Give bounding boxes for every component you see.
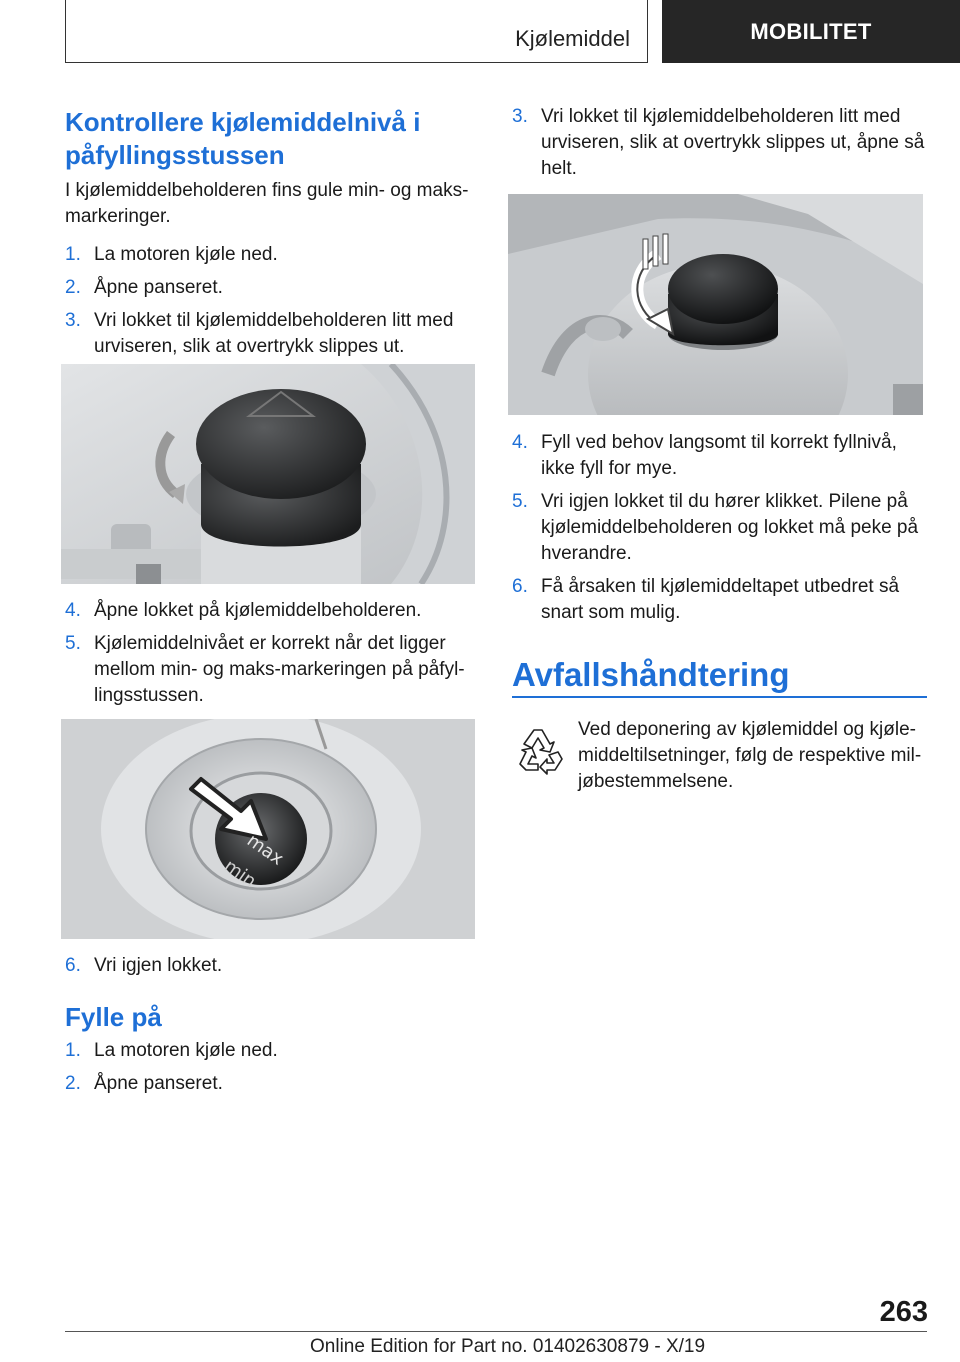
disposal-text: Ved deponering av kjølemiddel og kjøle-middeltilsetninger, følg de respektive mil-jøbestemmelsene. <box>578 719 922 792</box>
list-item <box>65 598 475 624</box>
step-list-d <box>65 1038 475 1097</box>
list-item <box>512 104 927 182</box>
max-marking: max <box>243 829 288 870</box>
step-text: Vri lokket til kjølemiddelbeholderen litt med urviseren, slik at overtrykk slippes ut, åpne så helt. <box>541 106 925 179</box>
step-number: 1. <box>65 244 81 265</box>
heading-rule <box>512 696 927 698</box>
step-text: Åpne panseret. <box>94 277 223 298</box>
left-column-steps-c <box>65 953 475 1104</box>
step-text: La motoren kjøle ned. <box>94 1040 278 1061</box>
step-text: Vri lokket til kjølemiddelbeholderen litt med urviseren, slik at overtrykk slippes ut. <box>94 310 454 357</box>
photo-open-cap-graphic <box>508 194 923 415</box>
step-text: Åpne lokket på kjølemiddelbeholderen. <box>94 600 422 621</box>
photo-coolant-cap-graphic <box>61 364 475 584</box>
intro-text: I kjølemiddelbeholderen fins gule min- og maks-markeringer. <box>65 180 469 227</box>
list-item <box>65 1071 475 1097</box>
step-text: Vri igjen lokket. <box>94 955 223 976</box>
step-list-right-b <box>512 430 927 626</box>
chapter-tab: MOBILITET <box>662 0 960 63</box>
left-column <box>65 106 475 367</box>
step-number: 6. <box>512 576 528 597</box>
step-text: Kjølemiddelnivået er korrekt når det ligger mellom min- og maks-markeringen på påfyl-lingsstussen. <box>94 633 465 706</box>
step-list-right-a <box>512 104 927 182</box>
photo-min-max-filler <box>61 719 475 939</box>
step-number: 3. <box>65 310 81 331</box>
step-list-a <box>65 242 475 360</box>
step-number: 4. <box>65 600 81 621</box>
section-title: Kjølemiddel <box>515 26 630 51</box>
right-column <box>512 104 927 189</box>
list-item <box>65 631 475 709</box>
step-text: Fyll ved behov langsomt til korrekt fyllnivå, ikke fyll for mye. <box>541 432 897 479</box>
recycle-icon <box>514 722 568 776</box>
step-text: Åpne panseret. <box>94 1073 223 1094</box>
section-heading-refill: Fylle på <box>65 1002 162 1032</box>
list-item <box>512 574 927 626</box>
list-item <box>65 308 475 360</box>
photo-min-max-graphic <box>61 719 475 939</box>
list-item <box>65 275 475 301</box>
section-heading-disposal: Avfallshåndtering <box>512 656 790 693</box>
section-heading-check-level: Kontrollere kjølemiddelnivå i påfyllingsstussen <box>65 107 421 170</box>
step-number: 6. <box>65 955 81 976</box>
step-number: 2. <box>65 277 81 298</box>
list-item <box>512 430 927 482</box>
footer-rule <box>65 1331 927 1332</box>
min-marking: min <box>220 855 260 893</box>
step-number: 2. <box>65 1073 81 1094</box>
step-text: La motoren kjøle ned. <box>94 244 278 265</box>
photo-coolant-cap <box>61 364 475 584</box>
step-list-b <box>65 598 475 709</box>
photo-open-cap <box>508 194 923 415</box>
step-number: 3. <box>512 106 528 127</box>
step-number: 4. <box>512 432 528 453</box>
list-item <box>65 242 475 268</box>
step-text: Vri igjen lokket til du hører klikket. Pilene på kjølemiddelbeholderen og lokket må peke på hverandre. <box>541 491 919 564</box>
list-item <box>65 953 475 979</box>
list-item <box>512 489 927 567</box>
left-column-steps-b <box>65 598 475 716</box>
page-number: 263 <box>879 1296 928 1328</box>
step-number: 1. <box>65 1040 81 1061</box>
right-column-steps-b <box>512 430 927 633</box>
step-text: Få årsaken til kjølemiddeltapet utbedret så snart som mulig. <box>541 576 900 623</box>
list-item <box>65 1038 475 1064</box>
step-number: 5. <box>512 491 528 512</box>
footer-edition: Online Edition for Part no. 01402630879 - X/19 <box>310 1336 706 1357</box>
step-list-c <box>65 953 475 979</box>
step-number: 5. <box>65 633 81 654</box>
